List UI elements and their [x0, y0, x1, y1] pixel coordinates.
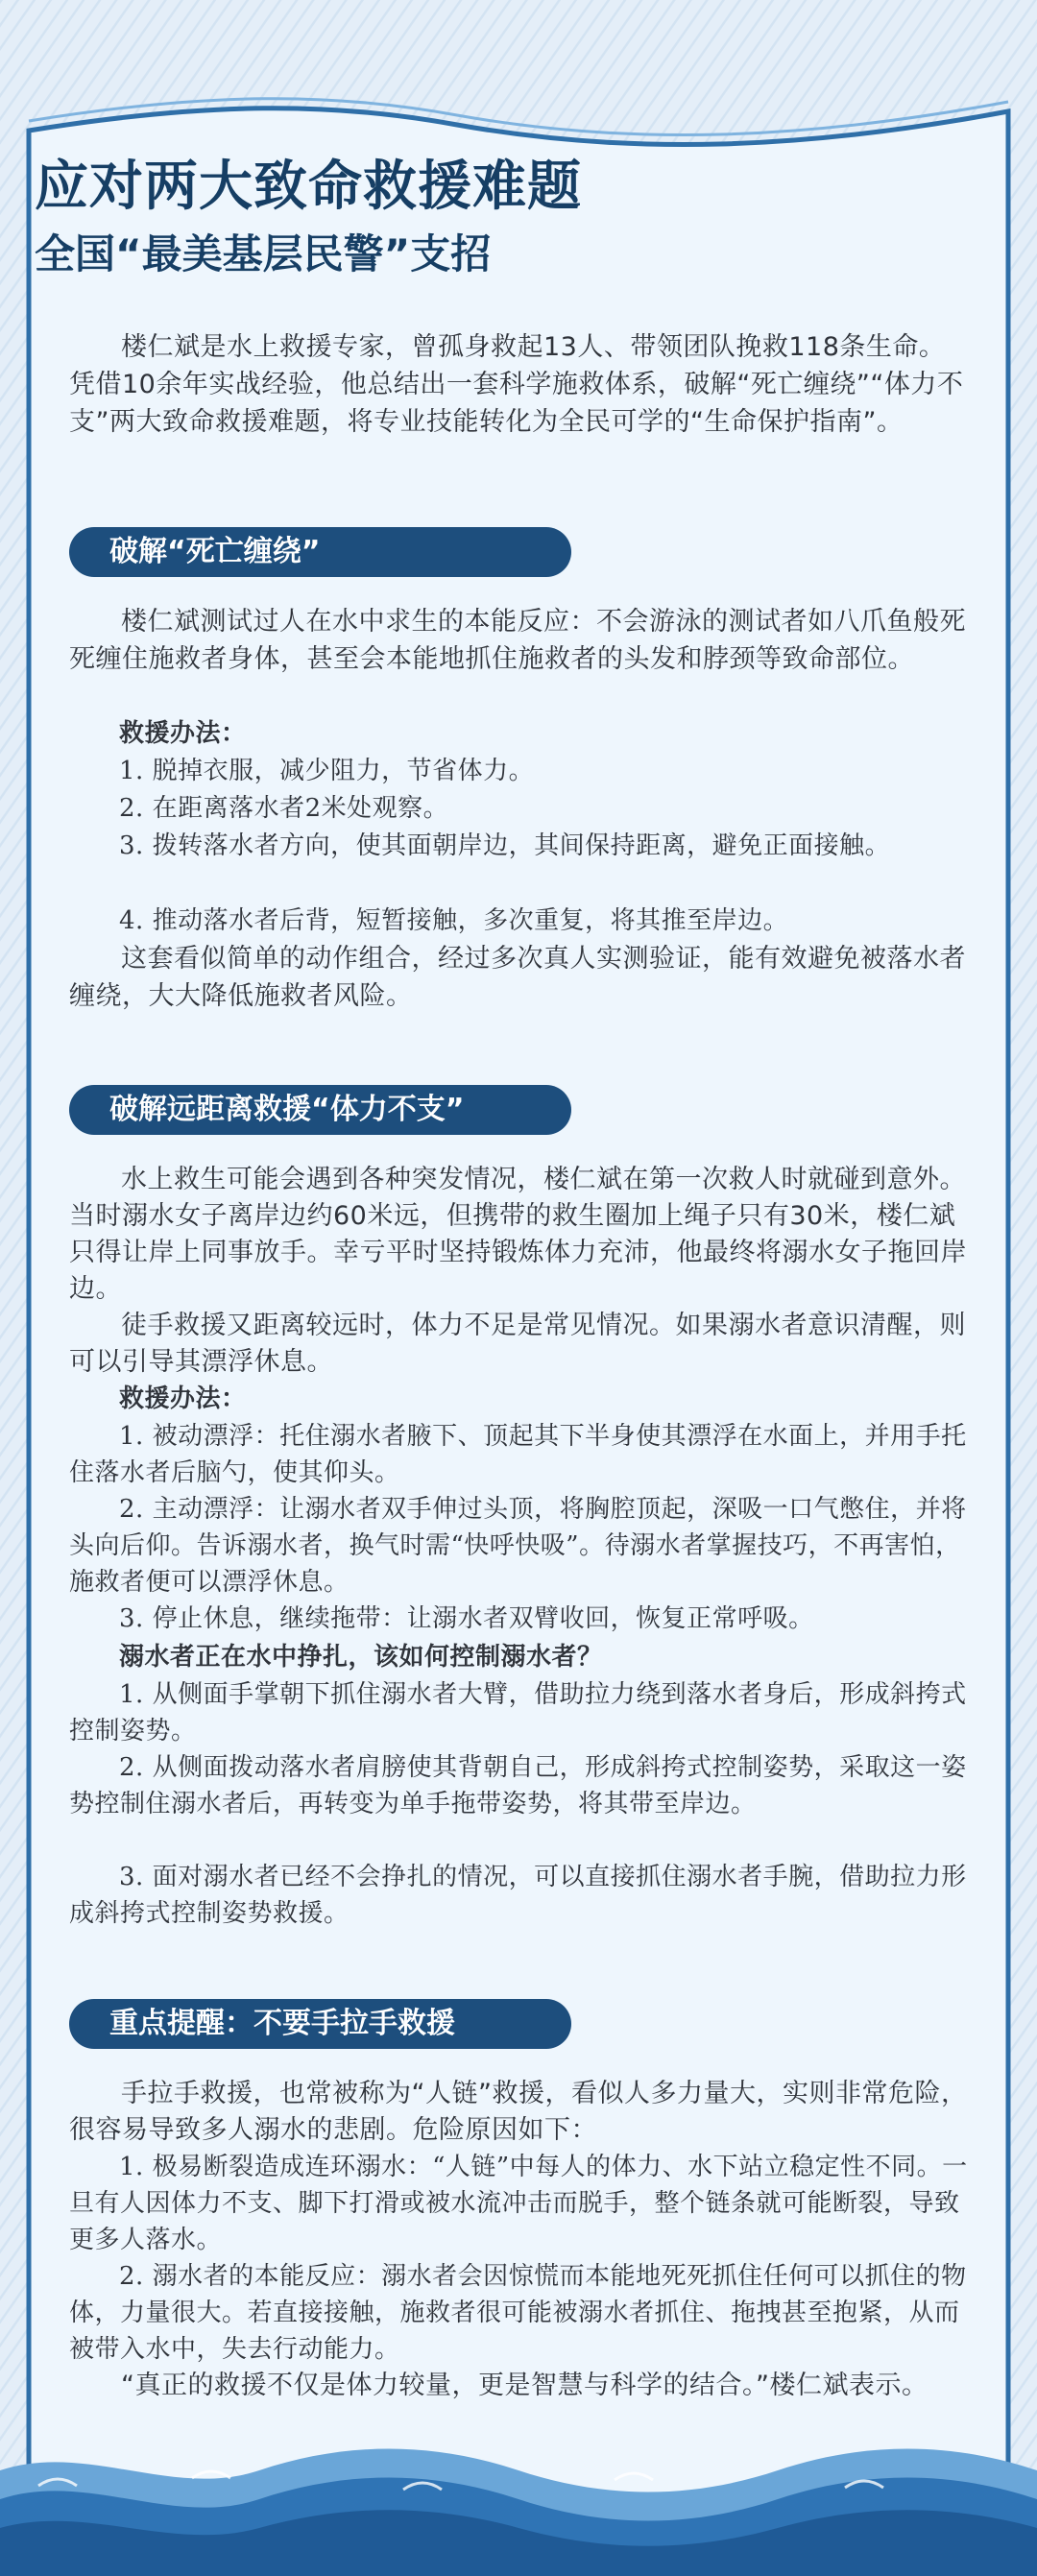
section3-reason-1: 1. 极易断裂造成连环溺水：“人链”中每人的体力、水下站立稳定性不同。一旦有人因体力不支、脚下打滑或被水流冲击而脱手，整个链条就可能断裂，导致更多人落水。 — [69, 2153, 968, 2254]
section2-control-2: 2. 从侧面拨动落水者肩膀使其背朝自己，形成斜挎式控制姿势，采取这一姿势控制住溺水者后，再转变为单手拖带姿势，将其带至岸边。 — [69, 1753, 967, 1818]
section3-reason-2: 2. 溺水者的本能反应：溺水者会因惊慌而本能地死死抓住任何可以抓住的物体，力量很大。若直接接触，施救者很可能被溺水者抓住、拖拽甚至抱紧，从而被带入水中，失去行动能力。 — [69, 2262, 967, 2364]
section3-paragraph: 手拉手救援，也常被称为“人链”救援，看似人多力量大，实则非常危险，很容易导致多人溺水的悲剧。危险原因如下： — [69, 2079, 968, 2145]
section2-methods-title: 救援办法： — [119, 1384, 247, 1413]
section1-method-3: 3. 拨转落水者方向，使其面朝岸边，其间保持距离，避免正面接触。 — [119, 831, 891, 860]
section2-control-3: 3. 面对溺水者已经不会挣扎的情况，可以直接抓住溺水者手腕，借助拉力形成斜挎式控制姿势救援。 — [69, 1863, 967, 1928]
page-title: 应对两大致命救援难题 — [35, 156, 582, 218]
section-heading-exhaustion: 破解远距离救援“体力不支” — [69, 1085, 571, 1135]
section-heading-death-entanglement: 破解“死亡缠绕” — [69, 527, 571, 577]
section1-method-2: 2. 在距离落水者2米处观察。 — [119, 794, 449, 823]
section3-quote: “真正的救援不仅是体力较量，更是智慧与科学的结合。”楼仁斌表示。 — [121, 2371, 928, 2400]
section1-method-4: 4. 推动落水者后背，短暂接触，多次重复，将其推至岸边。 — [119, 906, 789, 935]
section2-paragraph-1: 水上救生可能会遇到各种突发情况，楼仁斌在第一次救人时就碰到意外。当时溺水女子离岸边约60米远，但携带的救生圈加上绳子只有30米，楼仁斌只得让岸上同事放手。幸亏平时坚持锻炼体力充沛，他最终将溺水女子拖回岸边。 — [69, 1165, 967, 1304]
section2-control-title: 溺水者正在水中挣扎，该如何控制溺水者？ — [119, 1643, 603, 1672]
section2-control-1: 1. 从侧面手掌朝下抓住溺水者大臂，借助拉力绕到落水者身后，形成斜挎式控制姿势。 — [69, 1680, 967, 1745]
section1-method-1: 1. 脱掉衣服，减少阻力，节省体力。 — [119, 757, 535, 785]
section2-method-1: 1. 被动漂浮：托住溺水者腋下、顶起其下半身使其漂浮在水面上，并用手托住落水者后脑勺，使其仰头。 — [69, 1422, 967, 1487]
page-subtitle: 全国“最美基层民警”支招 — [35, 230, 492, 277]
section2-paragraph-2: 徒手救援又距离较远时，体力不足是常见情况。如果溺水者意识清醒，则可以引导其漂浮休息。 — [69, 1311, 966, 1377]
section2-method-2: 2. 主动漂浮：让溺水者双手伸过头顶，将胸腔顶起，深吸一口气憋住，并将头向后仰。告诉溺水者，换气时需“快呼快吸”。待溺水者掌握技巧，不再害怕，施救者便可以漂浮休息。 — [69, 1495, 967, 1597]
section1-methods-title: 救援办法： — [119, 719, 247, 748]
wave-decoration — [0, 2432, 1037, 2576]
intro-paragraph: 楼仁斌是水上救援专家，曾孤身救起13人、带领团队挽救118条生命。凭借10余年实战经验，他总结出一套科学施救体系，破解“死亡缠绕”“体力不支”两大致命救援难题，将专业技能转化为全民可学的“生命保护指南”。 — [69, 332, 964, 437]
section1-paragraph: 楼仁斌测试过人在水中求生的本能反应：不会游泳的测试者如八爪鱼般死死缠住施救者身体，甚至会本能地抓住施救者的头发和脖颈等致命部位。 — [69, 607, 966, 674]
section1-conclusion: 这套看似简单的动作组合，经过多次真人实测验证，能有效避免被落水者缠绕，大大降低施救者风险。 — [69, 944, 966, 1011]
section2-method-3: 3. 停止休息，继续拖带：让溺水者双臂收回，恢复正常呼吸。 — [119, 1604, 814, 1633]
section-heading-no-human-chain: 重点提醒：不要手拉手救援 — [69, 1999, 571, 2049]
